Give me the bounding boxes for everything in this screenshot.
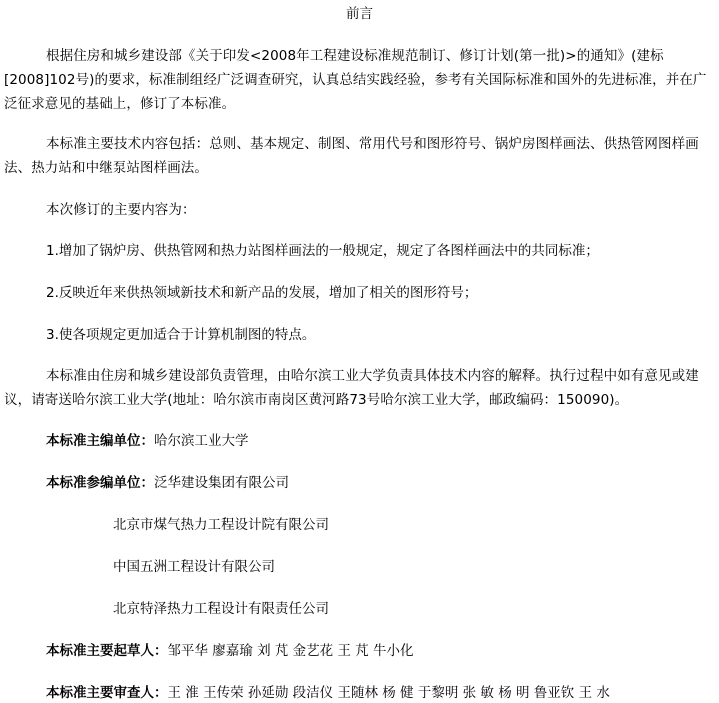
reviewers-line xyxy=(46,683,610,703)
drafters-line xyxy=(46,641,414,661)
participating-units-label: 本标准参编单位： xyxy=(46,475,154,491)
reviewers-label: 本标准主要审查人： xyxy=(46,685,168,701)
participating-unit-item: 北京市煤气热力工程设计院有限公司 xyxy=(113,517,329,533)
participating-units-line xyxy=(46,473,289,493)
reviewers-value: 王 淮 王传荣 孙延勋 段洁仪 王随林 杨 健 于黎明 张 敏 杨 明 鲁亚钦 王 水 xyxy=(167,685,610,701)
chief-unit-value: 哈尔滨工业大学 xyxy=(154,433,249,449)
revision-intro-paragraph: 本次修订的主要内容为： xyxy=(46,202,196,218)
revision-item-3: 3.使各项规定更加适合于计算机制图的特点。 xyxy=(46,327,316,343)
chief-unit-line xyxy=(46,431,249,451)
revision-item-2: 2.反映近年来供热领域新技术和新产品的发展，增加了相关的图形符号； xyxy=(46,285,478,301)
drafters-value: 邹平华 廖嘉瑜 刘 芃 金艺花 王 芃 牛小化 xyxy=(167,643,414,659)
participating-unit-item: 北京特泽热力工程设计有限责任公司 xyxy=(113,601,329,617)
intro-paragraph: 根据住房和城乡建设部《关于印发<2008年工程建设标准规范制订、修订计划(第一批)>的通知》(建标[2008]102号)的要求，标准制组经广泛调查研究，认真总结实践经验，参考有关国际标准和国外的先进标准，并在广泛征求意见的基础上，修订了本标准。 xyxy=(4,48,707,112)
document-title: 前言 xyxy=(346,6,373,22)
chief-unit-label: 本标准主编单位： xyxy=(46,433,154,449)
management-paragraph: 本标准由住房和城乡建设部负责管理，由哈尔滨工业大学负责具体技术内容的解释。执行过程中如有意见或建议，请寄送哈尔滨工业大学(地址：哈尔滨市南岗区黄河路73号哈尔滨工业大学，邮政编码：150090)。 xyxy=(4,368,699,408)
participating-unit-item: 中国五洲工程设计有限公司 xyxy=(113,559,275,575)
technical-content-paragraph: 本标准主要技术内容包括：总则、基本规定、制图、常用代号和图形符号、锅炉房图样画法、供热管网图样画法、热力站和中继泵站图样画法。 xyxy=(4,136,699,176)
drafters-label: 本标准主要起草人： xyxy=(46,643,168,659)
revision-item-1: 1.增加了锅炉房、供热管网和热力站图样画法的一般规定，规定了各图样画法中的共同标准； xyxy=(46,243,599,259)
participating-unit-first: 泛华建设集团有限公司 xyxy=(154,475,289,491)
